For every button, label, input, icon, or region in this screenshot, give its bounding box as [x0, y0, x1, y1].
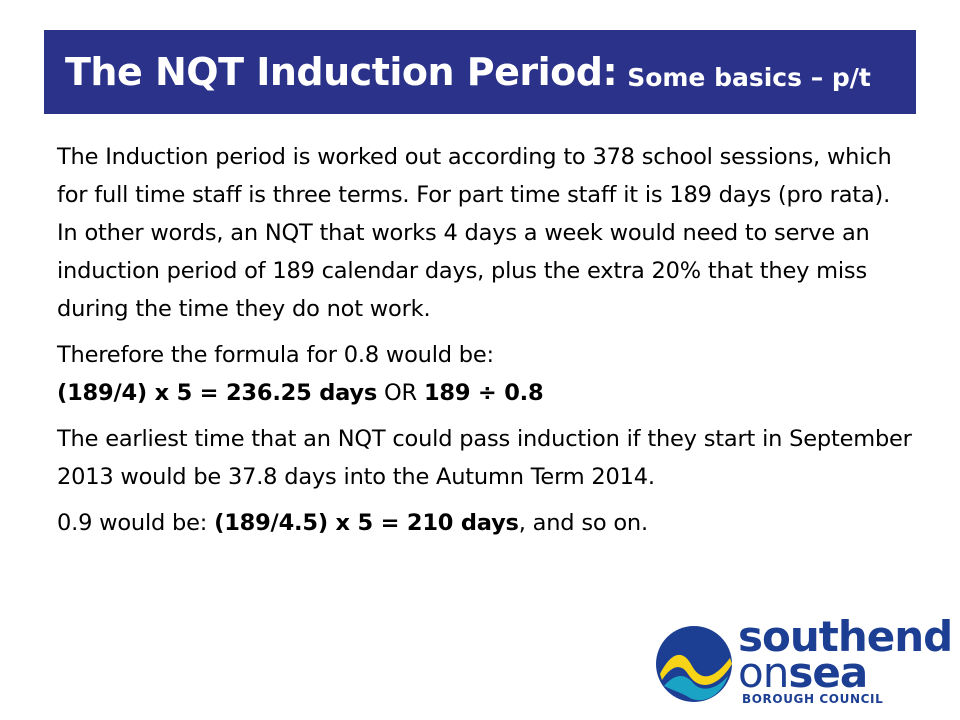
formula-or: OR: [377, 380, 424, 406]
logo-onsea: [738, 648, 868, 697]
logo-southend: southend: [738, 612, 953, 661]
southend-logo: [654, 612, 953, 713]
slide-body: [57, 138, 917, 542]
paragraph-induction-period: The Induction period is worked out according to 378 school sessions, which for full time staff is three terms. For part time staff it is 189 days (pro rata). In other words, an NQT that works 4 days a week would need to serve an induction period of 189 calendar days, plus the extra 20% that they miss during the time they do not work.: [57, 144, 892, 322]
logo-sea: sea: [788, 648, 868, 697]
line4-suffix: , and so on.: [518, 510, 648, 536]
formula-part1: (189/4) x 5 = 236.25 days: [57, 380, 378, 406]
line4-prefix: 0.9 would be:: [57, 510, 215, 536]
formula-part2: 189 ÷ 0.8: [423, 380, 544, 406]
paragraph-0-9: [57, 504, 917, 542]
logo-on: on: [738, 648, 789, 697]
slide-title: The NQT Induction Period:: [65, 50, 618, 94]
line4-bold: (189/4.5) x 5 = 210 days: [214, 510, 519, 536]
slide-subtitle: Some basics – p/t: [627, 62, 871, 92]
paragraph-formula: [57, 336, 917, 412]
logo-borough-council: BOROUGH COUNCIL: [742, 692, 884, 706]
formula-intro: Therefore the formula for 0.8 would be:: [57, 342, 494, 368]
wave-emblem-icon: [654, 620, 736, 710]
paragraph-earliest-pass: The earliest time that an NQT could pass induction if they start in September 2013 would be 37.8 days into the Autumn Term 2014.: [57, 426, 912, 490]
title-bar: [44, 30, 916, 114]
